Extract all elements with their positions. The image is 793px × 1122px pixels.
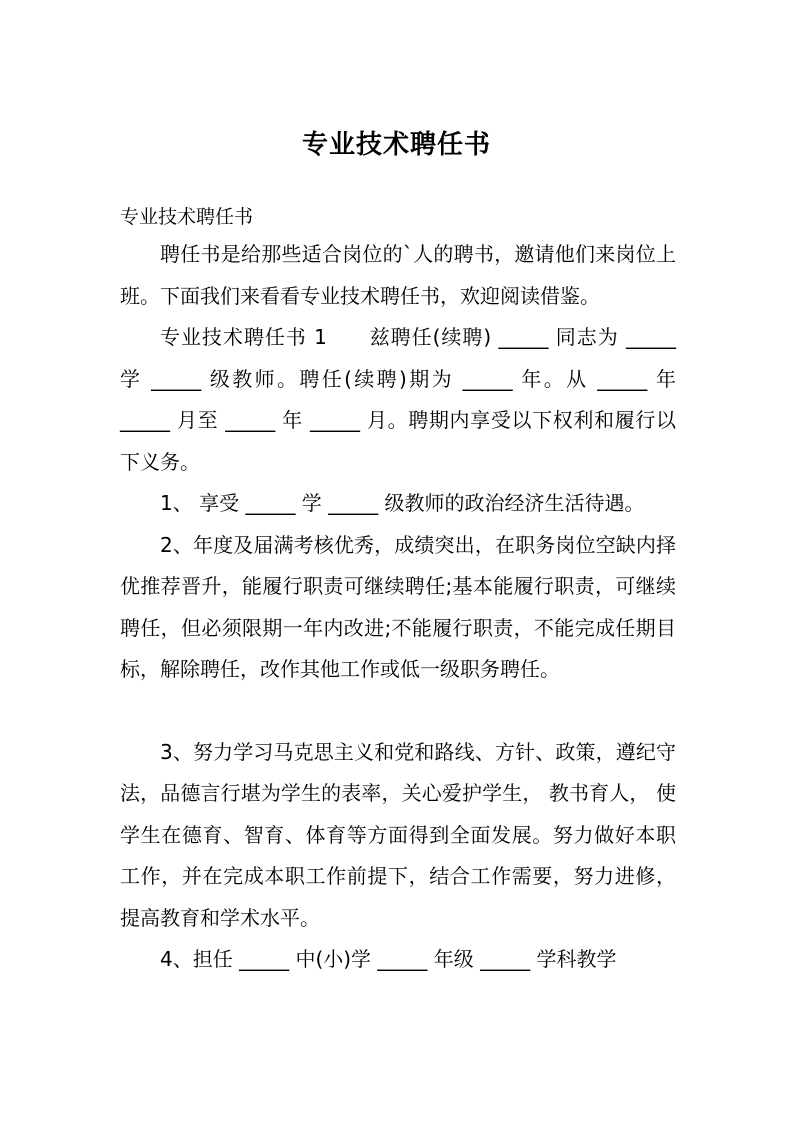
- paragraph-item-1: 1、 享受 _____ 学 _____ 级教师的政治经济生活待遇。: [160, 491, 645, 515]
- paragraph-appointment: 专业技术聘任书 1 兹聘任(续聘) _____ 同志为 _____ 学 _____ 级教师。聘任(续聘)期为 _____ 年。从 _____ 年 _____ 月至 _____ 年 _____ 月。聘期内享受以下权利和履行以下义务。: [120, 325, 676, 474]
- paragraph-item-3: 3、努力学习马克思主义和党和路线、方针、政策，遵纪守法，品德言行堪为学生的表率，关心爱护学生， 教书育人， 使学生在德育、智育、体育等方面得到全面发展。努力做好本职工作，并在完成本职工作前提下，结合工作需要，努力进修，提高教育和学术水平。: [120, 739, 676, 930]
- paragraph-item-2: 2、年度及届满考核优秀，成绩突出，在职务岗位空缺内择优推荐晋升，能履行职责可继续聘任;基本能履行职责，可继续聘任，但必须限期一年内改进;不能履行职责，不能完成任期目标，解除聘任，改作其他工作或低一级职务聘任。: [120, 532, 676, 681]
- document-title: 专业技术聘任书: [301, 130, 491, 160]
- document-subtitle: 专业技术聘任书: [120, 206, 254, 228]
- paragraph-item-4: 4、担任 _____ 中(小)学 _____ 年级 _____ 学科教学: [160, 947, 617, 971]
- document-body: [120, 234, 676, 981]
- paragraph-intro: 聘任书是给那些适合岗位的`人的聘书，邀请他们来岗位上班。下面我们来看看专业技术聘任书，欢迎阅读借鉴。: [120, 242, 676, 308]
